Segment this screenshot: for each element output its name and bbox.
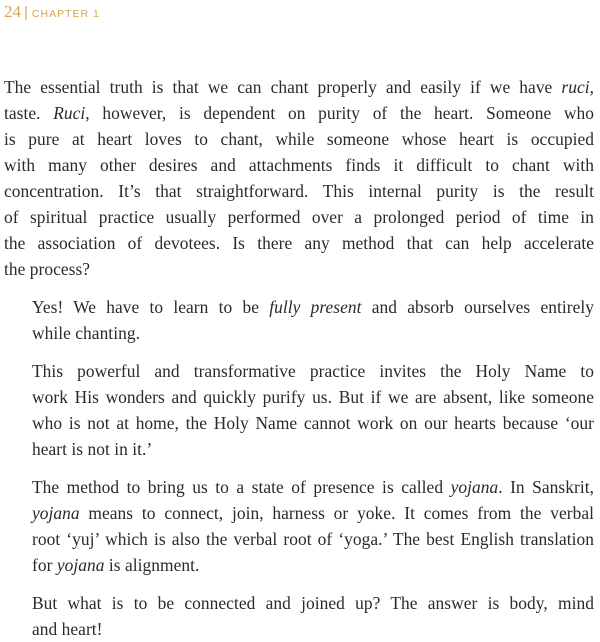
- text-line: taste. Ruci, however, is dependent on purity of the heart. Someone who: [4, 103, 594, 123]
- text-line: with many other desires and attachments finds it difficult to chant with: [4, 155, 594, 175]
- paragraph: [4, 358, 594, 462]
- text-line: yojana means to connect, join, harness or yoke. It comes from the verbal: [32, 503, 594, 523]
- italic-term: Ruci: [53, 103, 86, 123]
- paragraph: [4, 590, 594, 642]
- text-line: while chanting.: [32, 323, 140, 343]
- text-line: the process?: [4, 259, 91, 279]
- text-line: who is not at home, the Holy Name cannot work on our hearts because ‘our: [32, 413, 594, 433]
- paragraph: [4, 294, 594, 346]
- running-head: [4, 2, 100, 22]
- text-line: of spiritual practice usually performed over a prolonged period of time in: [4, 207, 594, 227]
- italic-term: yojana: [32, 503, 80, 523]
- page-number: 24: [4, 2, 21, 21]
- header-separator: |: [24, 4, 28, 21]
- body-text: [4, 74, 594, 642]
- paragraph: [4, 74, 594, 282]
- italic-term: yojana: [450, 477, 499, 497]
- text-line: for yojana is alignment.: [32, 555, 200, 575]
- chapter-label: CHAPTER 1: [31, 8, 100, 20]
- text-line: and heart!: [32, 619, 103, 639]
- text-line: root ‘yuj’ which is also the verbal root of ‘yoga.’ The best English translation: [32, 529, 594, 549]
- italic-term: ruci: [561, 77, 590, 97]
- text-line: The method to bring us to a state of presence is called yojana. In Sanskrit,: [32, 477, 594, 497]
- italic-term: yojana: [56, 555, 105, 575]
- italic-term: fully present: [269, 297, 362, 317]
- paragraph: [4, 474, 594, 578]
- text-line: Yes! We have to learn to be fully present and absorb ourselves entirely: [32, 297, 594, 317]
- text-line: concentration. It’s that straightforward. This internal purity is the result: [4, 181, 594, 201]
- text-line: heart is not in it.’: [32, 439, 153, 459]
- text-line: work His wonders and quickly purify us. But if we are absent, like someone: [32, 387, 594, 407]
- text-line: the association of devotees. Is there any method that can help accelerate: [4, 233, 594, 253]
- text-line: The essential truth is that we can chant properly and easily if we have ruci,: [4, 77, 594, 97]
- text-line: This powerful and transformative practice invites the Holy Name to: [32, 361, 594, 381]
- text-line: is pure at heart loves to chant, while someone whose heart is occupied: [4, 129, 594, 149]
- text-line: But what is to be connected and joined up? The answer is body, mind: [32, 593, 594, 613]
